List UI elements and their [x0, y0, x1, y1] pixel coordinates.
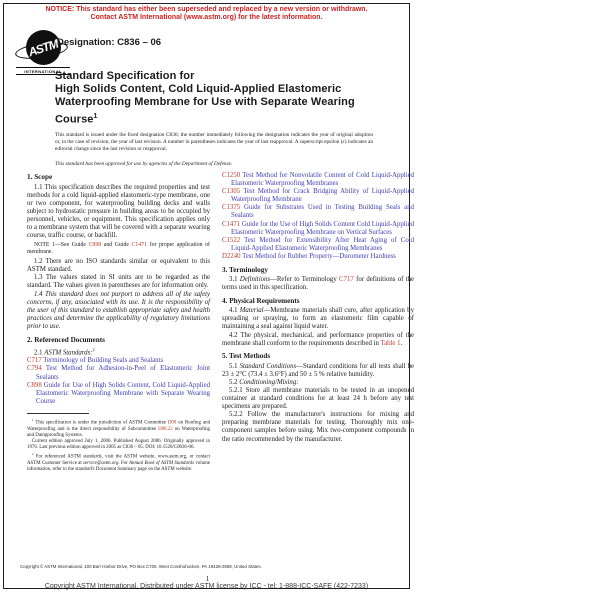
ref-code-link[interactable]: C794 — [27, 365, 42, 373]
section-3-heading: 3. Terminology — [222, 265, 268, 274]
reference-d2240 — [222, 253, 414, 261]
reference-c1375 — [222, 204, 414, 220]
note-1: NOTE 1—See Guide C898 and Guide C1471 for proper application of membrane. — [27, 242, 210, 256]
right-column — [222, 172, 414, 473]
page-copyright: Copyright © ASTM International, 100 Barr Harbor Drive, PO Box C700, West Conshohocken, PA 19428-2959, United States. — [20, 564, 262, 569]
footnote-1-edition: Current edition approved July 1, 2006. Published August 2006. Originally approved in 1976. Last previous edition approved in 2005 as C836 – 05. DOI: 10.1520/C0836-06. — [27, 438, 210, 450]
title-footnote-marker: 1 — [93, 112, 98, 120]
reference-c1305 — [222, 188, 414, 204]
ref-title-link[interactable]: Guide for Substrates Used in Testing Building Seals and Sealants — [231, 204, 414, 220]
paragraph-5-2: 5.2 Conditioning/Mixing: — [229, 378, 299, 386]
reference-c1471 — [222, 221, 414, 237]
paragraph-5-1: 5.1 Standard Conditions—Standard conditions for all tests shall be 23 ± 2°C (73.4 ± 3.6°F) and 50 ± 5 % relative humidity. — [222, 362, 414, 378]
section-2-heading: 2. Referenced Documents — [27, 335, 105, 344]
ref-code-link[interactable]: C1305 — [222, 188, 241, 196]
notice-line-2: Contact ASTM International (www.astm.org) for the latest information. — [90, 14, 323, 22]
ref-code-link[interactable]: C1375 — [222, 204, 241, 212]
ref-title-link[interactable]: Test Method for Rubber Property—Durometer Hardness — [240, 252, 396, 260]
astm-logo-caption: INTERNATIONAL — [16, 67, 70, 75]
superseded-notice — [4, 6, 409, 22]
ref-code-link[interactable]: D2240 — [222, 252, 241, 260]
ref-title-link[interactable]: Guide for Use of High Solids Content, Cold Liquid-Applied Elastomeric Waterproofing Membrane with Separate Wearing Course — [36, 381, 210, 405]
ref-code-link[interactable]: C1522 — [222, 236, 241, 244]
footnote-divider — [27, 413, 89, 414]
issued-statement: This standard is issued under the fixed designation C836; the number immediately following the designation indicates the year of original adoption or, in the case of revision, the year of last revision. A number in parentheses indicates the year of last reapproval. A superscript epsilon (ε) indicates an editorial change since the last revision or reapproval. — [55, 132, 373, 152]
ref-title-link[interactable]: Test Method for Extensibility After Heat Aging of Cold Liquid-Applied Elastomeric Waterproofing Membranes — [231, 236, 414, 252]
title-line-4-text: Course — [55, 113, 94, 126]
ref-code-link[interactable]: C717 — [27, 357, 42, 365]
distribution-license-line: Copyright ASTM International. Distributed under ASTM license by ICC - tel: 1-888-ICC-SAFE (422-7233) — [44, 583, 369, 590]
section-5-heading: 5. Test Methods — [222, 352, 271, 361]
reference-c717 — [27, 357, 210, 365]
standard-title — [55, 70, 355, 126]
ref-title-link[interactable]: Test Method for Crack Bridging Ability of Liquid-Applied Waterproofing Membrane — [231, 188, 414, 204]
notice-line-1: NOTICE: This standard has either been superseded and replaced by a new version or withdrawn. — [45, 6, 368, 13]
ref-code-link[interactable]: C898 — [27, 381, 42, 389]
reference-c794 — [27, 365, 210, 381]
section-1-heading: 1. Scope — [27, 173, 53, 181]
ref-link[interactable]: C1471 — [131, 242, 148, 249]
paragraph-5-2-2: 5.2.2 Follow the manufacturer's instructions for mixing and preparing membrane materials for testing. Thoroughly mix one-component samples before using. Mix two-component compounds in the ratio recommended by the manufacturer. — [222, 411, 414, 443]
astm-standard-page — [3, 3, 414, 589]
footnote-2: $^2$ For referenced ASTM standards, visit the ASTM website, www.astm.org, or contact ASTM Customer Service at service@astm.org. For Annual Book of ASTM Standards volume information, refer to the standard's Document Summary page on the ASTM website. — [27, 452, 210, 472]
ref-link[interactable]: Table 1 — [380, 339, 401, 347]
reference-c898 — [27, 382, 210, 406]
footnote-1: $^1$ This specification is under the jurisdiction of ASTM Committee D08 on Roofing and Waterproofing and is the direct responsibility of Subcommittee D08.22 on Waterproofing and Dampproofing Systems. — [27, 417, 211, 438]
ref-title-link[interactable]: Guide for the Use of High Solids Content Cold Liquid-Applied Elastomeric Waterproofing Membrane on Vertical Surfaces — [231, 220, 414, 236]
title-line-1: Standard Specification for — [55, 70, 195, 82]
paragraph-1-3: 1.3 The values stated in SI units are to be regarded as the standard. The values given in parentheses are for information only. — [27, 274, 210, 290]
left-column — [27, 172, 210, 473]
ref-title-link[interactable]: Test Method for Adhesion-in-Peel of Elastomeric Joint Sealants — [36, 365, 210, 381]
body-columns — [27, 172, 414, 473]
paragraph-1-2: 1.2 There are no ISO standards similar or equivalent to this ASTM standard. — [27, 258, 210, 274]
title-line-3: Waterproofing Membrane for Use with Separate Wearing — [55, 96, 355, 109]
paragraph-1-1: 1.1 This specification describes the required properties and test methods for a cold liquid-applied elastomeric-type membrane, one or two component, for waterproofing building decks and walls subject to hydrostatic pressure in building areas to be occupied by personnel, vehicles, or equipment. This specification applies only to a membrane system that will be covered with a separate wearing course, traffic course, or backfill. — [27, 183, 210, 240]
reference-c1522 — [222, 237, 414, 253]
ref-code-link[interactable]: C1250 — [222, 172, 241, 179]
ref-code-link[interactable]: C1471 — [222, 220, 241, 228]
ref-link[interactable]: C898 — [88, 242, 102, 249]
ref-link[interactable]: C717 — [339, 276, 354, 284]
paragraph-5-2-1: 5.2.1 Store all membrane materials to be tested in an unopened container at standard conditions for at least 24 h before any test specimens are prepared. — [222, 386, 414, 411]
designation: Designation: C836 – 06 — [57, 37, 162, 48]
ref-title-link[interactable]: Test Method for Nonvolatile Content of Cold Liquid-Applied Elastomeric Waterproofing Membranes — [231, 172, 414, 188]
page-number: 1 — [205, 575, 210, 583]
title-line-4 — [55, 110, 355, 127]
astm-logo-text: ASTM — [26, 36, 60, 59]
ref-link[interactable]: D08 — [167, 420, 177, 426]
paragraph-4-1: 4.1 Material—Membrane materials shall cure, after application by spreading or spraying, to form an elastomeric film capable of maintaining a seal against liquid water. — [222, 307, 414, 331]
dod-approval-statement: This standard has been approved for use by agencies of the Department of Defense. — [55, 161, 233, 167]
ref-title-link[interactable]: Terminology of Building Seals and Sealants — [41, 357, 164, 365]
reference-c1250 — [222, 172, 414, 188]
paragraph-2-1: 2.1 ASTM Standards:$^2$ — [34, 347, 95, 357]
paragraph-4-2: 4.2 The physical, mechanical, and performance properties of the membrane shall conform to the requirements described in Table 1. — [222, 331, 414, 347]
paragraph-1-4: 1.4 This standard does not purport to address all of the safety concerns, if any, associated with its use. It is the responsibility of the user of this standard to establish appropriate safety and health practices and determine the applicability of regulatory limitations prior to use. — [27, 290, 210, 330]
astm-logo-globe-icon — [26, 30, 61, 65]
title-line-2: High Solids Content, Cold Liquid-Applied Elastomeric — [55, 83, 342, 96]
paragraph-3-1: 3.1 Definitions—Refer to Terminology C717 for definitions of the terms used in this specification. — [222, 276, 414, 292]
ref-link[interactable]: D08.22 — [158, 426, 173, 432]
section-4-heading: 4. Physical Requirements — [222, 296, 300, 305]
